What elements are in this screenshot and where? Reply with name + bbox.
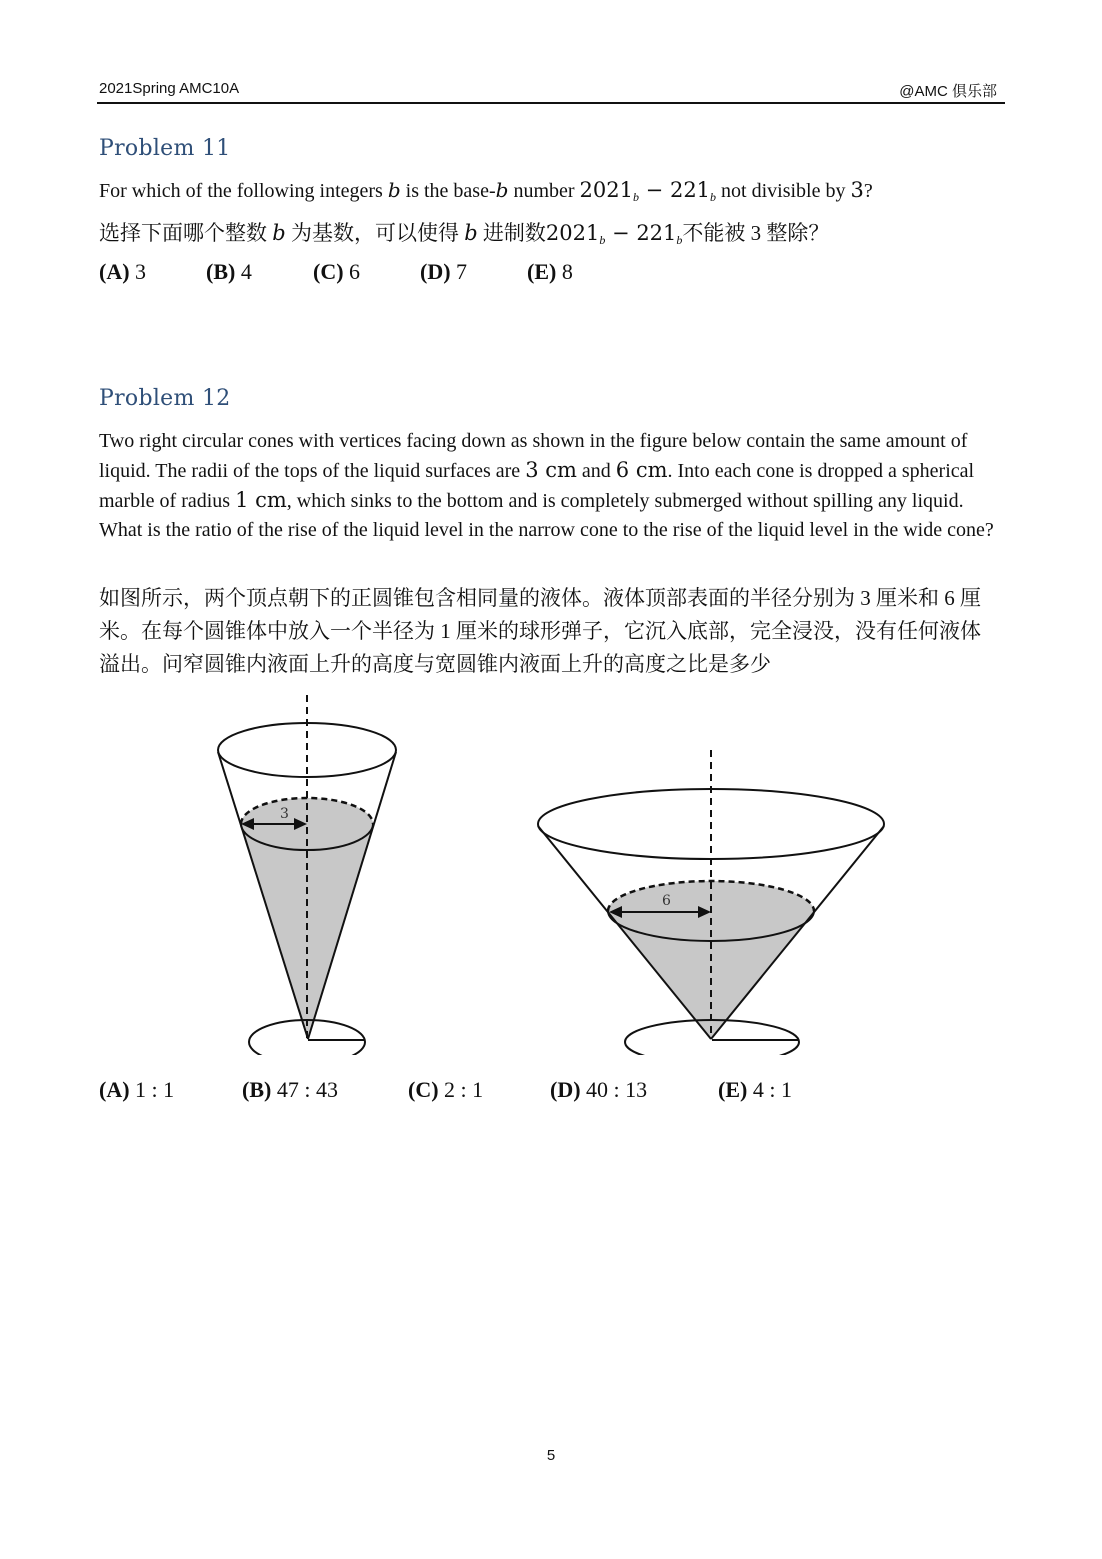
cones-svg	[200, 690, 900, 1055]
wide-radius-label: 6	[662, 893, 671, 909]
choice-d: (D) 40 : 13	[550, 1077, 648, 1102]
problem-11-question-en: For which of the following integers b is the base-b number $2021_b - 221_b$ not divisible by 3?	[99, 178, 873, 204]
page-number: 5	[546, 1447, 556, 1464]
narrow-radius-label: 3	[280, 806, 289, 822]
choice-a: (A) 3	[99, 259, 147, 284]
choice-e: (E) 4 : 1	[718, 1077, 792, 1102]
problem-11-choices	[99, 259, 573, 285]
problem-11-question-zh: 选择下面哪个整数 b 为基数，可以使得 b 进制数$2021_b - 221_b$不能被 3 整除？	[99, 221, 830, 247]
choice-b: (B) 47 : 43	[242, 1077, 338, 1102]
problem-12-choices	[99, 1077, 792, 1103]
choice-a: (A) 1 : 1	[99, 1077, 175, 1102]
header-rule	[97, 102, 1005, 104]
choice-b: (B) 4	[206, 259, 252, 284]
header-left: 2021Spring AMC10A	[99, 80, 240, 97]
problem-12-question-zh: 如图所示，两个顶点朝下的正圆锥包含相同量的液体。液体顶部表面的半径分别为 3 厘米和 6 厘米。在每个圆锥体中放入一个半径为 1 厘米的球形弹子，它沉入底部，完全浸没，没有任何液体溢出。问窄圆锥内液面上升的高度与宽圆锥内液面上升的高度之比是多少	[99, 586, 981, 676]
wide-cone	[538, 750, 884, 1055]
problem-11-title: Problem 11	[99, 136, 231, 161]
choice-c: (C) 6	[313, 259, 361, 284]
header-right: @AMC 俱乐部	[899, 83, 997, 100]
problem-12-title: Problem 12	[99, 386, 231, 411]
choice-d: (D) 7	[420, 259, 468, 284]
choice-e: (E) 8	[527, 259, 573, 284]
narrow-cone	[218, 695, 396, 1055]
choice-c: (C) 2 : 1	[408, 1077, 484, 1102]
cones-figure	[200, 690, 900, 1060]
problem-12-question-en: Two right circular cones with vertices facing down as shown in the figure below contain the same amount of liquid. The radii of the tops of the liquid surfaces are 3 cm and 6 cm. Into each cone is dropped a spherical marble of radius 1 cm, which sinks to the bottom and is completely submerged without spilling any liquid. What is the ratio of the rise of the liquid level in the narrow cone to the rise of the liquid level in the wide cone?	[99, 430, 994, 541]
